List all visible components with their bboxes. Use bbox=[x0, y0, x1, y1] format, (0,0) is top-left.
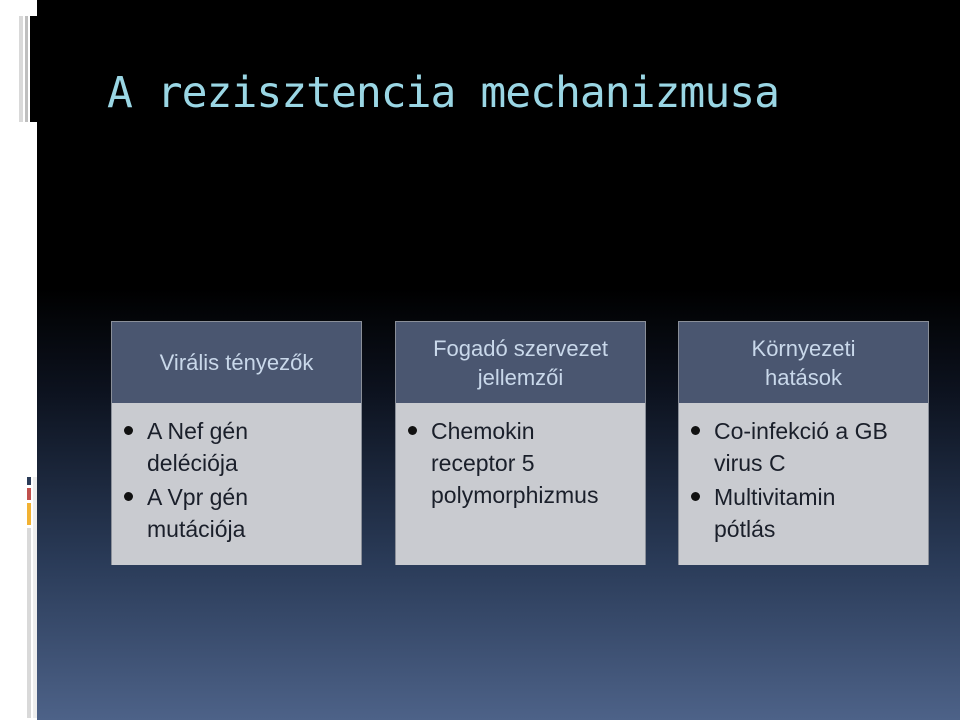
card-header-text: hatások bbox=[764, 364, 843, 390]
list-item bbox=[691, 415, 920, 479]
card-header bbox=[396, 322, 645, 403]
card-environmental-effects bbox=[678, 321, 929, 565]
card-header-text: jellemzői bbox=[477, 364, 564, 390]
card-body bbox=[679, 403, 928, 565]
card-host-characteristics bbox=[395, 321, 646, 565]
list-item-text: Co-infekció a GB virus C bbox=[714, 418, 888, 476]
decorative-bar bbox=[30, 16, 37, 122]
card-body bbox=[112, 403, 361, 565]
card-header bbox=[679, 322, 928, 403]
card-header-text: Virális tényezők bbox=[159, 350, 314, 375]
list-item-text: Multivitamin pótlás bbox=[714, 484, 836, 542]
bullet-icon bbox=[691, 492, 700, 501]
card-viral-factors bbox=[111, 321, 362, 565]
decorative-bar bbox=[25, 16, 28, 122]
bullet-icon bbox=[124, 492, 133, 501]
list-item-text: Chemokin receptor 5 polymorphizmus bbox=[431, 418, 599, 508]
list-item bbox=[691, 481, 920, 545]
list-item bbox=[124, 415, 353, 479]
list-item bbox=[124, 481, 353, 545]
slide-title: A rezisztencia mechanizmusa bbox=[107, 68, 779, 118]
decorative-bar bbox=[27, 488, 31, 500]
card-header-text: Környezeti bbox=[751, 335, 856, 361]
bullet-icon bbox=[408, 426, 417, 435]
list-item bbox=[408, 415, 637, 511]
decorative-bar bbox=[33, 477, 37, 718]
decorative-bar bbox=[27, 528, 31, 718]
bullet-icon bbox=[124, 426, 133, 435]
list-item-text: A Nef gén deléciója bbox=[147, 418, 249, 476]
decorative-bar bbox=[27, 477, 31, 485]
card-header-text: Fogadó szervezet bbox=[433, 335, 608, 361]
card-header bbox=[112, 322, 361, 403]
decorative-bar bbox=[19, 16, 23, 122]
list-item-text: A Vpr gén mutációja bbox=[147, 484, 249, 542]
card-body bbox=[396, 403, 645, 565]
bullet-icon bbox=[691, 426, 700, 435]
decorative-bar bbox=[27, 503, 31, 525]
